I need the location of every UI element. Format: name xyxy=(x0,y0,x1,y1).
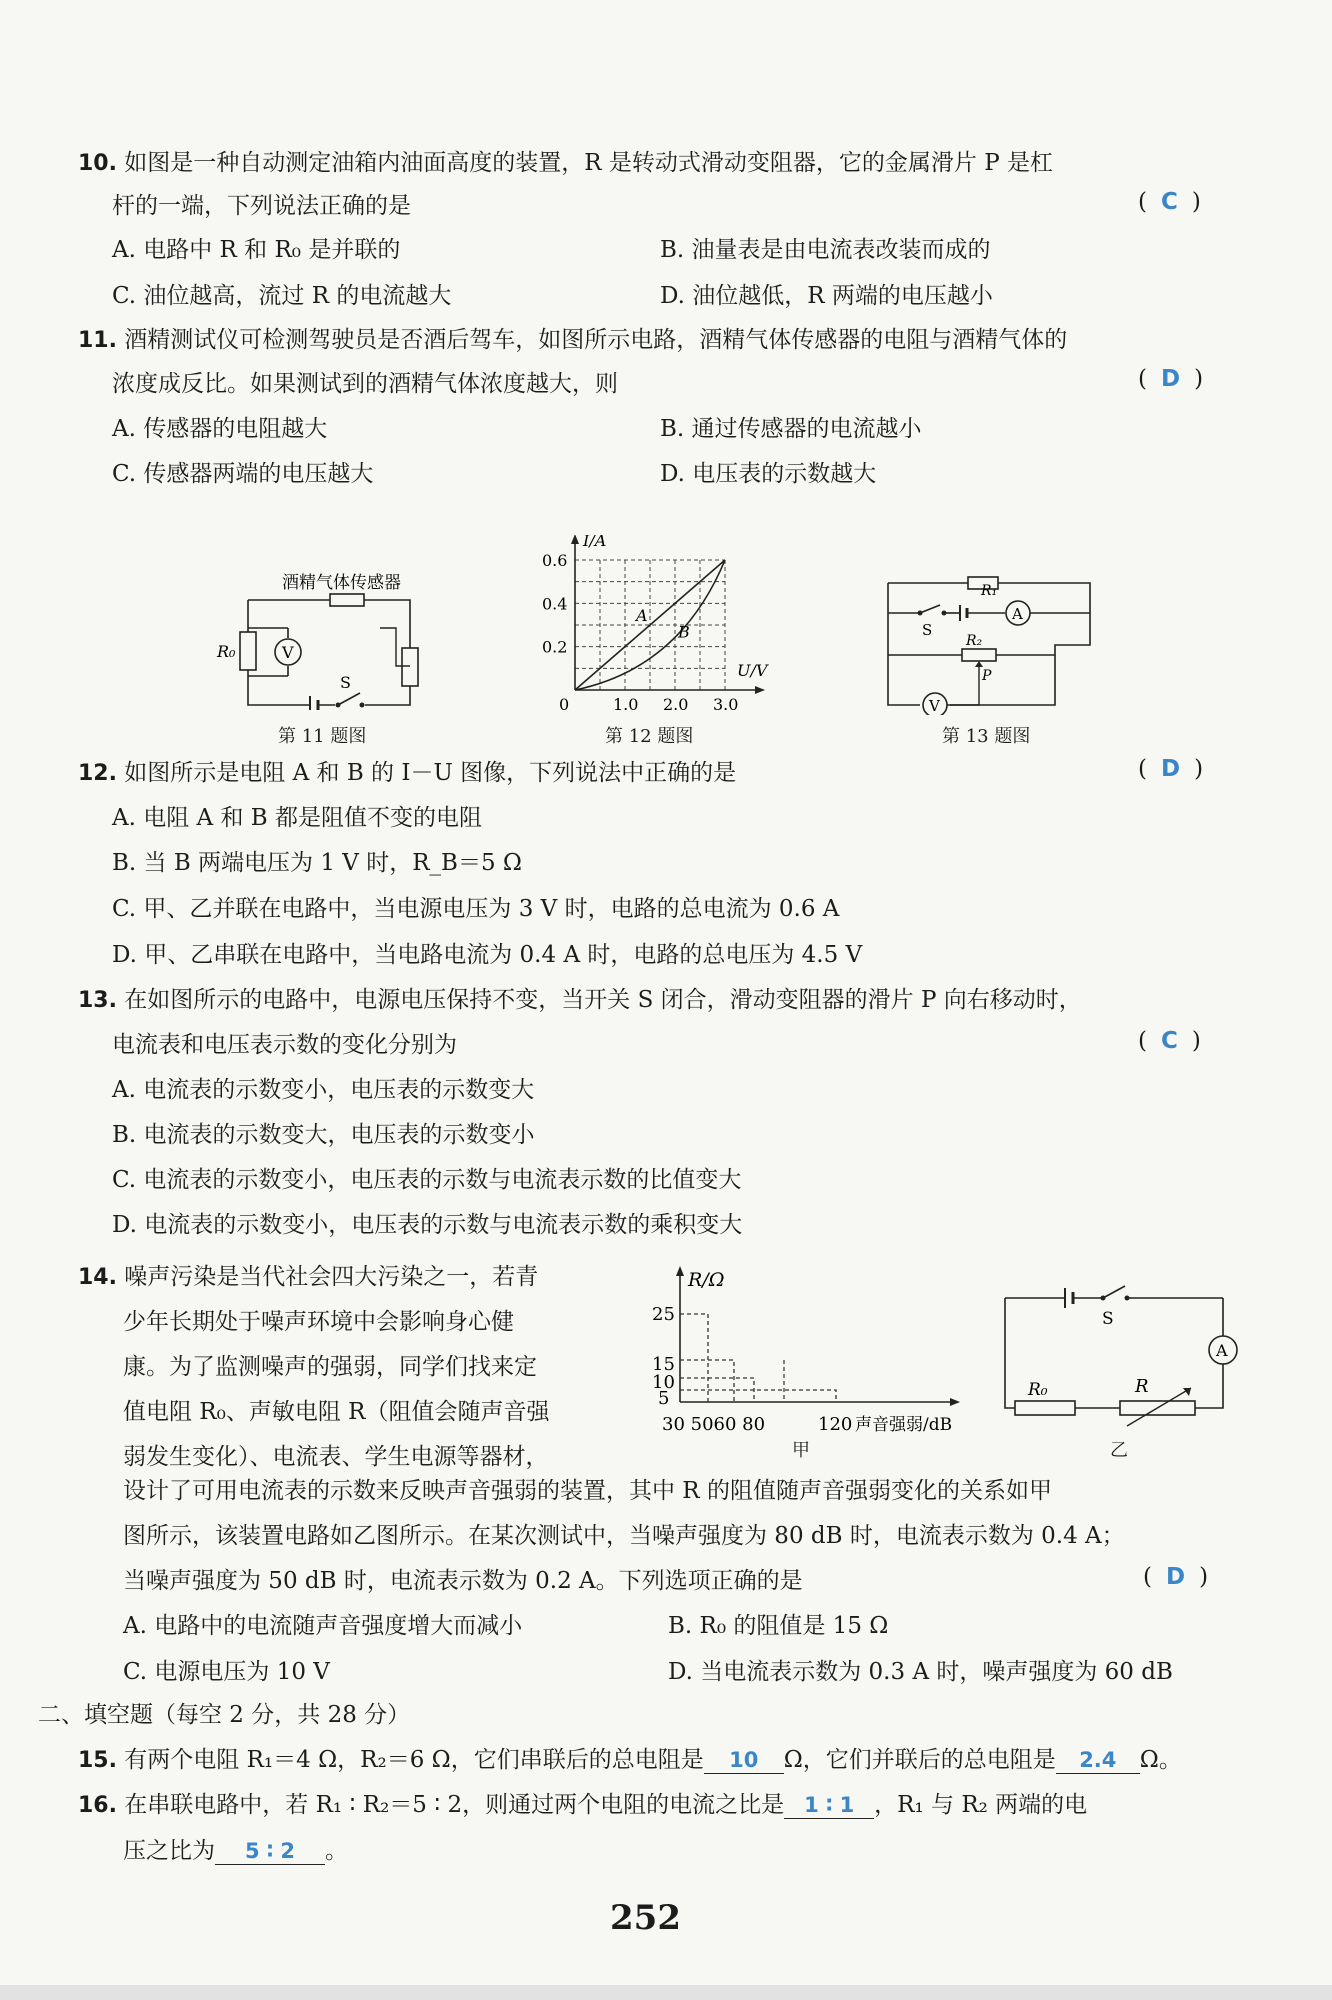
q10-line1 xyxy=(78,148,1053,179)
q16-line2-post: 。 xyxy=(325,1838,348,1864)
q13-option-c: C. 电流表的示数变小，电压表的示数与电流表示数的比值变大 xyxy=(112,1167,742,1193)
q14-stem-2: 少年长期处于噪声环境中会影响身心健 xyxy=(123,1309,514,1335)
q12-option-c: C. 甲、乙并联在电路中，当电源电压为 3 V 时，电路的总电流为 0.6 A xyxy=(112,896,840,922)
fig11-rheostat xyxy=(402,648,418,686)
q15-line xyxy=(78,1745,1182,1776)
q14-answer-bracket: ( D ) xyxy=(1143,1564,1209,1590)
chart12-label-a: A xyxy=(636,606,648,625)
fig14b-switch xyxy=(1103,1286,1125,1298)
q10-option-a: A. 电路中 R 和 R₀ 是并联的 xyxy=(112,237,401,263)
fig13-r1-label: R₁ xyxy=(981,583,998,599)
fig14a-ytick-15: 15 xyxy=(652,1354,675,1375)
q10-option-c: C. 油位越高，流过 R 的电流越大 xyxy=(112,283,452,309)
q11-option-c: C. 传感器两端的电压越大 xyxy=(112,461,374,487)
q10-stem-1: 如图是一种自动测定油箱内油面高度的装置，R 是转动式滑动变阻器，它的金属滑片 P 是杠 xyxy=(124,150,1054,176)
q14-option-a: A. 电路中的电流随声音强度增大而减小 xyxy=(123,1613,523,1639)
q10-number: 10. xyxy=(78,151,117,176)
fig11-r0-label: R₀ xyxy=(217,642,236,661)
q11-option-b: B. 通过传感器的电流越小 xyxy=(660,416,922,442)
fig14a-ytick-5: 5 xyxy=(658,1388,670,1409)
q13-answer: C xyxy=(1160,1028,1178,1054)
q14-number: 14. xyxy=(78,1265,117,1290)
q12-answer-bracket: ( D ) xyxy=(1138,756,1204,782)
q13-number: 13. xyxy=(78,988,117,1013)
chart12-xtick: 3.0 xyxy=(713,695,739,710)
chart12-axes xyxy=(571,535,765,694)
chart12-label-b: B xyxy=(678,622,690,642)
q12-number: 12. xyxy=(78,761,117,786)
q12-option-b: B. 当 B 两端电压为 1 V 时，R_B＝5 Ω xyxy=(112,850,522,876)
q11-stem-2: 浓度成反比。如果测试到的酒精气体浓度越大，则 xyxy=(112,371,618,397)
scan-bottom-edge xyxy=(0,1985,1332,2000)
q13-stem-2: 电流表和电压表示数的变化分别为 xyxy=(112,1032,457,1058)
q11-answer-bracket: ( D ) xyxy=(1138,366,1204,392)
fig14b-r-label: R xyxy=(1135,1376,1149,1397)
q14-option-c: C. 电源电压为 10 V xyxy=(123,1659,330,1685)
fig13-switch xyxy=(920,605,940,613)
q10-stem-2: 杆的一端，下列说法正确的是 xyxy=(112,193,411,219)
chart12-ytick: 0.4 xyxy=(542,594,568,614)
q13-stem-1: 在如图所示的电路中，电源电压保持不变，当开关 S 闭合，滑动变阻器的滑片 P 向右移动时， xyxy=(124,987,1082,1013)
q16-pre: 在串联电路中，若 R₁ ∶ R₂＝5 ∶ 2，则通过两个电阻的电流之比是 xyxy=(124,1792,785,1818)
figure-11-circuit xyxy=(200,570,440,710)
chart12-xlabel: U/V xyxy=(737,661,768,680)
fig14a-xlabel: 声音强弱/dB xyxy=(855,1415,953,1432)
q15-post: Ω。 xyxy=(1139,1747,1182,1773)
q13-answer-bracket: ( C ) xyxy=(1138,1028,1201,1054)
fig14b-a-label: A xyxy=(1216,1341,1228,1360)
q11-line1 xyxy=(78,325,1067,356)
q10-option-b: B. 油量表是由电流表改装而成的 xyxy=(660,237,991,263)
q16-number: 16. xyxy=(78,1793,117,1818)
fig13-v-label: V xyxy=(929,697,940,715)
q11-stem-1: 酒精测试仪可检测驾驶员是否酒后驾车，如图所示电路，酒精气体传感器的电阻与酒精气体的 xyxy=(124,327,1068,353)
chart12-xtick: 2.0 xyxy=(663,695,689,710)
fig14b-r0 xyxy=(1015,1401,1075,1415)
q15-number: 15. xyxy=(78,1748,117,1773)
q11-option-d: D. 电压表的示数越大 xyxy=(660,461,877,487)
q16-mid: ，R₁ 与 R₂ 两端的电 xyxy=(874,1792,1088,1818)
chart12-y-arrow xyxy=(571,535,579,544)
q15-mid: Ω，它们并联后的总电阻是 xyxy=(783,1747,1056,1773)
figure-12-iu-chart xyxy=(520,535,775,710)
fig11-caption: 第 11 题图 xyxy=(278,726,367,747)
fig14a-ylabel: R/Ω xyxy=(688,1269,725,1291)
fig11-v-label: V xyxy=(282,643,294,662)
fig12-caption: 第 12 题图 xyxy=(605,726,694,747)
q11-option-a: A. 传感器的电阻越大 xyxy=(112,416,328,442)
chart12-ytick: 0.2 xyxy=(542,637,568,657)
q12-option-d: D. 甲、乙串联在电路中，当电路电流为 0.4 A 时，电路的总电压为 4.5 V xyxy=(112,942,863,968)
q10-option-d: D. 油位越低，R 两端的电压越小 xyxy=(660,283,993,309)
q14-option-b: B. R₀ 的阻值是 15 Ω xyxy=(668,1613,889,1639)
q14-stem-6: 设计了可用电流表的示数来反映声音强弱的装置，其中 R 的阻值随声音强弱变化的关系如甲 xyxy=(123,1478,1052,1504)
q12-option-a: A. 电阻 A 和 B 都是阻值不变的电阻 xyxy=(112,805,482,831)
fig14b-caption: 乙 xyxy=(1110,1440,1128,1461)
q14-answer: D xyxy=(1165,1564,1186,1590)
fig13-caption: 第 13 题图 xyxy=(942,726,1031,747)
q16-line1 xyxy=(78,1790,1087,1821)
q10-answer: C xyxy=(1160,189,1178,215)
q16-line2 xyxy=(123,1836,348,1866)
fig11-r0-resistor xyxy=(240,632,256,670)
q12-stem-1: 如图所示是电阻 A 和 B 的 I－U 图像，下列说法中正确的是 xyxy=(124,760,737,786)
chart12-xtick: 1.0 xyxy=(613,695,639,710)
q14-stem-5: 弱发生变化）、电流表、学生电源等器材， xyxy=(123,1444,549,1470)
fig14a-xticks: 30 5060 80 xyxy=(662,1414,766,1432)
q14-stem-1: 噪声污染是当代社会四大污染之一，若青 xyxy=(124,1264,539,1290)
q12-answer: D xyxy=(1160,756,1181,782)
fig13-a-label: A xyxy=(1012,605,1023,623)
fig14a-step-80 xyxy=(680,1390,836,1402)
q14-line1 xyxy=(78,1262,538,1293)
fig14a-x120: 120 xyxy=(818,1414,853,1432)
fig14a-ytick-25: 25 xyxy=(652,1304,675,1325)
fig13-r2-label: R₂ xyxy=(966,633,983,649)
q13-option-d: D. 电流表的示数变小，电压表的示数与电流表示数的乘积变大 xyxy=(112,1212,743,1238)
figure-14-jia-chart xyxy=(652,1262,1012,1432)
q11-number: 11. xyxy=(78,328,117,353)
page-number: 252 xyxy=(610,1898,681,1938)
chart12-ytick: 0.6 xyxy=(542,551,568,570)
q15-answer-2: 2.4 xyxy=(1056,1747,1140,1774)
figure-14-yi-circuit xyxy=(995,1270,1240,1430)
fig13-s-label: S xyxy=(922,621,933,639)
fig14a-ytick-10: 10 xyxy=(652,1372,675,1393)
fig13-r2 xyxy=(962,649,996,661)
chart12-origin: 0 xyxy=(559,695,570,710)
fig13-p-label: P xyxy=(982,668,992,684)
q16-answer-1: 1 ∶ 1 xyxy=(784,1792,874,1819)
q13-option-b: B. 电流表的示数变大，电压表的示数变小 xyxy=(112,1122,535,1148)
q13-option-a: A. 电流表的示数变小，电压表的示数变大 xyxy=(112,1077,535,1103)
fig11-sensor-resistor xyxy=(330,594,364,606)
fig11-sensor-label: 酒精气体传感器 xyxy=(282,573,401,593)
fig14a-step-50 xyxy=(680,1360,734,1402)
chart12-ylabel: I/A xyxy=(583,535,607,550)
q13-line1 xyxy=(78,985,1082,1016)
q11-answer: D xyxy=(1160,366,1181,392)
fig11-s-label: S xyxy=(340,673,351,692)
fig14b-s-label: S xyxy=(1102,1309,1114,1329)
section2-title: 二、填空题（每空 2 分，共 28 分） xyxy=(38,1702,411,1728)
chart12-x-arrow xyxy=(755,686,765,694)
q14-option-d: D. 当电流表示数为 0.3 A 时，噪声强度为 60 dB xyxy=(668,1659,1173,1685)
fig11-switch xyxy=(338,693,360,705)
q15-pre: 有两个电阻 R₁＝4 Ω，R₂＝6 Ω，它们串联后的总电阻是 xyxy=(124,1747,704,1773)
q14-stem-3: 康。为了监测噪声的强弱，同学们找来定 xyxy=(123,1354,537,1380)
fig14b-r0-label: R₀ xyxy=(1028,1380,1048,1400)
fig14a-step-30 xyxy=(680,1314,708,1402)
figure-13-circuit xyxy=(880,575,1100,715)
q15-answer-1: 10 xyxy=(704,1747,784,1774)
q12-line1 xyxy=(78,758,736,789)
q10-answer-bracket: ( C ) xyxy=(1138,189,1201,215)
q14-stem-7: 图所示，该装置电路如乙图所示。在某次测试中，当噪声强度为 80 dB 时，电流表示数为 0.4 A； xyxy=(123,1523,1125,1549)
chart12-labels xyxy=(542,535,769,710)
fig14a-caption: 甲 xyxy=(792,1440,810,1461)
q16-answer-2: 5 ∶ 2 xyxy=(215,1838,325,1865)
q14-stem-4: 值电阻 R₀、声敏电阻 R（阻值会随声音强 xyxy=(123,1399,550,1425)
q16-line2-pre: 压之比为 xyxy=(123,1838,215,1864)
q14-stem-8: 当噪声强度为 50 dB 时，电流表示数为 0.2 A。下列选项正确的是 xyxy=(123,1568,803,1594)
